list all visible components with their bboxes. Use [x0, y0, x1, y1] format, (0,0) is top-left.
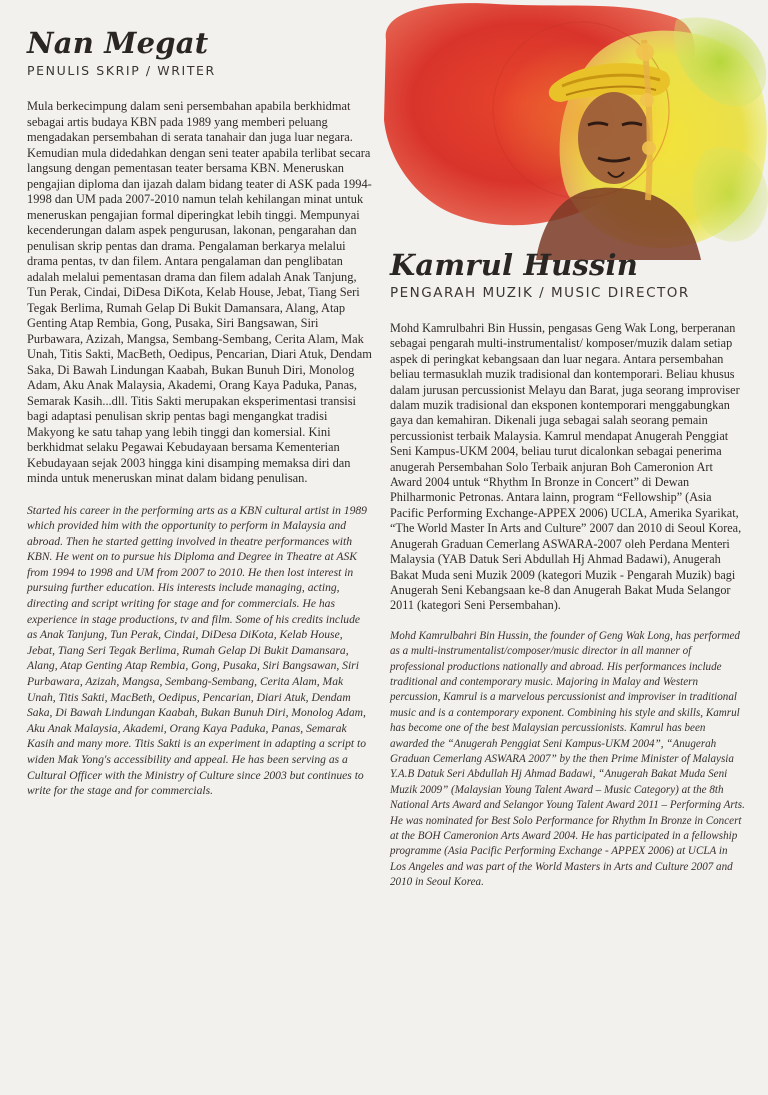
writer-bio-english: Started his career in the performing arts as a KBN cultural artist in 1989 which provided him with the opportunity to perform in Malaysia and abroad. Then he started getting involved in theatre performances with KBN. He went on to pursue his Diploma and Degree in Theatre at ASK from 1994 to 1998 and UM from 2007 to 2010. He then lost interest in pursuing further education. His interests include managing, acting, directing and script writing for stage and for commercials. He has experience in stage productions, tv and film. Some of his credits include as Anak Tanjung, Tun Perak, Cindai, DiDesa DiKota, Kelab House, Jebat, Tiang Seri Tegak Berlima, Rumah Gelap Di Bukit Damansara, Alang, Atap Genting Atap Rembia, Gong, Pusaka, Siri Bangsawan, Siri Purbawara, Azizah, Mangsa, Sembang-Sembang, Cerita Alam, Mak Unah, Titis Sakti, MacBeth, Oedipus, Pencarian, Diari Atuk, Dendam Saka, Di Bawah Lindungan Kaabah, Bukan Bunuh Diri, Monolog Adam, Aku Anak Malaysia, Akademi, Orang Kaya Paduka, Panas, Semarak Kasih and many more. Titis Sakti is an experiment in adapting a script to widen Mak Yong's accessibility and appeal. He has been serving as a Cultural Officer with the Ministry of Culture since 2003 but continues to write for the stage and for commercials. — [27, 503, 367, 798]
director-bio-malay: Mohd Kamrulbahri Bin Hussin, pengasas Geng Wak Long, berperanan sebagai pengarah multi-instrumentalist/ komposer/muzik dalam setiap aspek di peringkat kebangsaan dan luar negara. Antara persembahan beliau termasuklah muzik tradisional dan kontemporari. Beliau khusus dalam jurusan percussionist Melayu dan Barat, juga seorang improviser dalam muzik tradisional dan eksponen kontemporari menggabungkan gaya dan kemahiran. Dikenali juga sebagai salah seorang pemain percussionist terbaik Malaysia. Kamrul mendapat Anugerah Penggiat Seni Kampus-UKM 2004, beliau turut dicalonkan sebagai penerima anugerah Persembahan Solo Terbaik anjuran Boh Cameronion Art Award 2004 untuk “Rhythm In Bronze in Concert” di Dewan Philharmonic Petronas. Antara lainn, program “Fellowship” (Asia Pacific Performing Exchange-APPEX 2006) UCLA, Amerika Syarikat, “The World Master In Arts and Culture” 2007 dan 2010 di Seoul Korea, Anugerah Graduan Cemerlang ASWARA-2007 oleh Perdana Menteri Malaysia (YAB Datuk Seri Abdullah Hj Ahmad Badawi), Anugerah Bakat Muda seni Muzik 2009 (kategori Muzik - Pengarah Muzik) bagi Anugerah Seni Kebangsaan ke-8 dan Anugerah Bakat Muda Selangor 2011 (kategori Seni Persembahan). — [390, 321, 742, 613]
writer-name: Nan Megat — [27, 26, 209, 60]
director-bio-english: Mohd Kamrulbahri Bin Hussin, the founder of Geng Wak Long, has performed as a multi-instrumentalist/composer/music director in all manner of professional productions nationally and abroad. His performances include traditional and contemporary music. Majoring in Malay and Western percussion, Kamrul is a marvelous percussionist and improviser in traditional music and is a contemporary exponent. Combining his style and skills, Kamrul has become one of the best Malaysian percussionists. Kamrul has been awarded the “Anugerah Penggiat Seni Kampus-UKM 2004”, “Anugerah Graduan Cemerlang ASWARA 2007” by the then Prime Minister of Malaysia Y.A.B Datuk Seri Abdullah Hj Ahmad Badawi, “Anugerah Bakat Muda Seni Muzik 2009” (Malaysian Young Talent Award – Music Category) at the 8th National Arts Award and Selangor Young Talent Award 2011 – Performing Arts. He was nominated for Best Solo Performance for Rhythm In Bronze in Concert at the BOH Cameronion Arts Award 2004. He has participated in a fellowship programme (Asia Pacific Performing Exchange - APPEX 2006) at UCLA in Los Angeles and was part of the World Masters in Arts and Culture 2007 and 2010 in Seoul Korea. — [390, 629, 745, 889]
writer-profile — [27, 26, 372, 799]
director-name: Kamrul Hussin — [390, 248, 638, 282]
writer-bio-malay: Mula berkecimpung dalam seni persembahan apabila berkhidmat sebagai artis budaya KBN pada 1989 yang memberi peluang mengadakan persembahan di serata tanahair dan juga luar negara. Kemudian mula didedahkan dengan seni teater apabila terlibat secara langsung dengan pementasan teater bersama KBN. Meneruskan pengajian diploma dan ijazah dalam bidang teater di ASK pada 1994-1998 dan UM pada 2007-2010 namun telah kehilangan minat untuk meneruskan pengajian formal diperingkat lebih tinggi. Mempunyai kecenderungan dalam aspek pengurusan, lakonan, pengarahan dan penulisan skrip pentas dan drama. Pengalaman berkarya melalui drama pentas, tv dan filem. Antara pengalaman dan penglibatan adalah melalui pementasan drama dan filem adalah Anak Tanjung, Tun Perak, Cindai, DiDesa DiKota, Kelab House, Jebat, Tiang Seri Tegak Berlima, Rumah Gelap Di Bukit Damansara, Alang, Atap Genting Atap Rembia, Gong, Pusaka, Siri Bangsawan, Siri Purbawara, Azizah, Mangsa, Sembang-Sembang, Cerita Alam, Mak Unah, Titis Sakti, MacBeth, Oedipus, Pencarian, Diari Atuk, Dendam Saka, Di Bawah Lindungan Kaabah, Bukan Bunuh Diri, Monolog Adam, Aku Anak Malaysia, Akademi, Orang Kaya Paduka, Panas, Semarak Kasih...dll. Titis Sakti merupakan eksperimentasi transisi bagi adaptasi penulisan skrip pentas bagi mengangkat tradisi Makyong ke satu tahap yang lebih tinggi dan komersial. Kini berkhidmat selaku Pegawai Kebudayaan bersama Kementerian Kebudayaan sejak 2003 hingga kini disamping memaksa diri dan minda untuk meneruskan minat dalam bidang penulisan. — [27, 99, 372, 485]
portrait-artwork — [376, 0, 768, 260]
writer-role: PENULIS SKRIP / WRITER — [27, 63, 216, 78]
face-figure — [578, 92, 650, 184]
watercolor-portrait — [376, 0, 768, 260]
director-role: PENGARAH MUZIK / MUSIC DIRECTOR — [390, 285, 690, 301]
director-profile — [390, 248, 745, 891]
